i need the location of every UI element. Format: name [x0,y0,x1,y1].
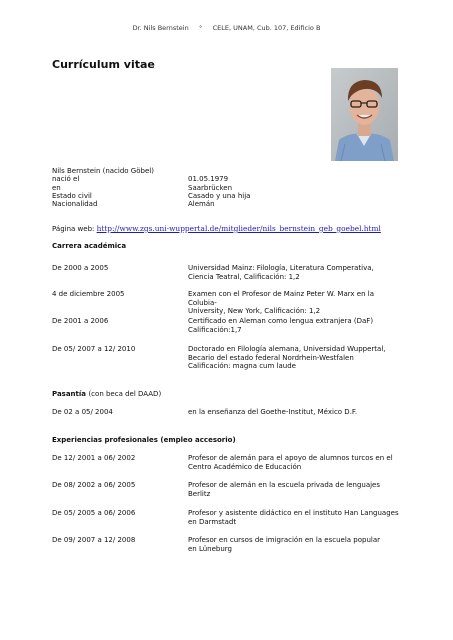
section-heading-academic: Carrera académica [52,242,127,250]
internship-heading-note: (con beca del DAAD) [88,390,162,398]
personal-label: Nacionalidad [52,200,98,209]
profile-photo [331,68,398,161]
personal-value: Alemán [188,200,215,209]
entry-line: Ciencia Teatral, Calificación: 1,2 [188,272,300,281]
entry-text [188,509,403,526]
personal-value: Casado y una hija [188,191,251,200]
internship-heading-text: Pasantía [52,390,87,398]
personal-label: Nils Bernstein (nacido Göbel) [52,167,154,175]
personal-label: Estado civil [52,191,92,200]
experience-entry [52,454,403,471]
experience-entry [52,509,403,526]
entry-line: en la enseñanza del Goethe-Institut, México D.F. [188,408,358,416]
entry-text [188,536,403,553]
entry-line: Becario del estado federal Nordrhein-Westfalen [188,353,354,362]
entry-date: 4 de diciembre 2005 [52,290,125,298]
entry-line: Centro Académico de Educación [188,462,302,471]
entry-line: Calificación: magna cum laude [188,362,296,371]
personal-row [52,192,250,200]
entry-text [188,317,403,334]
entry-line: University, New York, Calificación: 1,2 [188,307,321,316]
entry-line: Certificado en Aleman como lengua extranjera (DaF) [188,317,374,325]
personal-row [52,175,250,183]
entry-text [188,454,403,471]
entry-line: Doctorado en Filología alemana, Universidad Wuppertal, [188,345,386,353]
entry-line: Profesor de alemán en la escuela privada de lenguajes [188,481,381,489]
entry-line: Profesor y asistente didáctico en el instituto Han Languages [188,509,399,517]
header-author: Dr. Nils Bernstein [132,24,189,32]
entry-line: Calificación:1,7 [188,325,242,334]
academic-entry [52,264,403,281]
personal-row [52,167,250,175]
academic-entry [52,290,403,316]
personal-value: 01.05.1979 [188,175,229,184]
entry-line: Profesor en cursos de imigración en la escuela popular [188,536,381,544]
entry-line: en Darmstadt [188,517,237,526]
entry-text [188,408,403,417]
entry-line: Berlitz [188,489,211,498]
entry-date: De 2001 a 2006 [52,317,109,325]
personal-row [52,184,250,192]
header-separator: ° [199,24,203,32]
entry-line: Profesor de alemán para el apoyo de alumnos turcos en el [188,454,393,462]
personal-data [52,167,250,208]
entry-date: De 09/ 2007 a 12/ 2008 [52,536,136,544]
entry-date: De 02 a 05/ 2004 [52,408,113,416]
experience-entry [52,481,403,498]
entry-date: De 12/ 2001 a 06/ 2002 [52,454,136,462]
header-address: CELE, UNAM, Cub. 107, Edificio B [212,24,321,32]
personal-row [52,200,250,208]
entry-line: Examen con el Profesor de Mainz Peter W. Marx en la Colubia- [188,290,374,307]
website-line [52,224,381,233]
website-label: Página web: [52,225,95,233]
page-title: Currículum vitae [52,58,155,71]
entry-text [188,481,403,498]
entry-date: De 08/ 2002 a 06/ 2005 [52,481,136,489]
section-heading-experience: Experiencias profesionales (empleo accesorio) [52,436,236,444]
entry-date: De 05/ 2005 a 06/ 2006 [52,509,136,517]
experience-entry [52,536,403,553]
entry-line: en Lüneburg [188,544,233,553]
entry-text [188,264,403,281]
entry-text [188,345,403,371]
page-header [0,24,453,32]
personal-label: nació el [52,175,80,184]
internship-entry [52,408,403,417]
entry-line: Universidad Mainz: Filología, Literatura Comperativa, [188,264,374,272]
academic-entry [52,345,403,371]
section-heading-internship [52,390,161,398]
entry-text [188,290,403,316]
website-link[interactable]: http://www.zgs.uni-wuppertal.de/mitglieder/nils_bernstein_geb_goebel.html [96,224,381,233]
entry-date: De 2000 a 2005 [52,264,109,272]
academic-entry [52,317,403,334]
entry-date: De 05/ 2007 a 12/ 2010 [52,345,136,353]
personal-label: en [52,183,61,192]
personal-value: Saarbrücken [188,183,233,192]
